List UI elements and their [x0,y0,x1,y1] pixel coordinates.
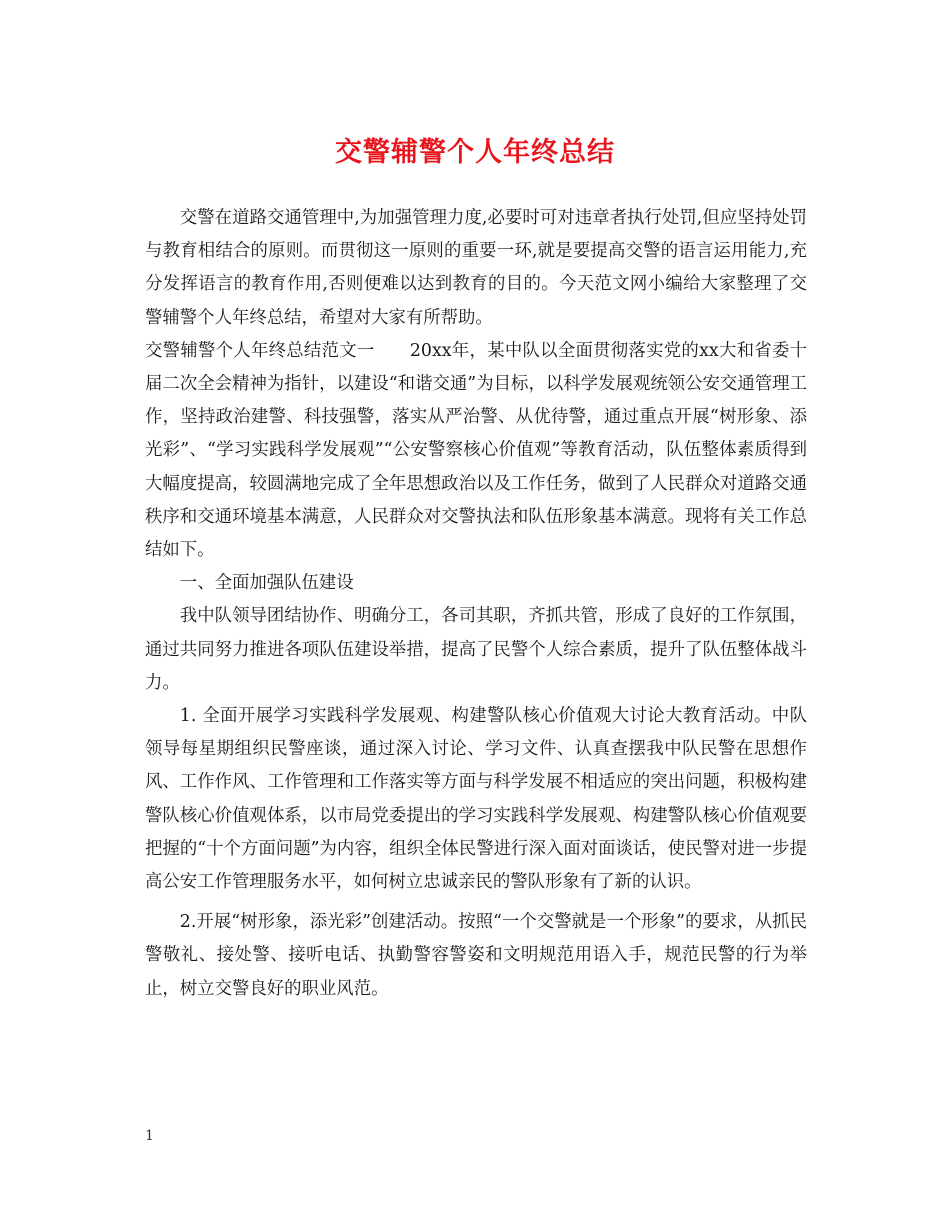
summary-paragraph: 交警辅警个人年终总结范文一 20xx年，某中队以全面贯彻落实党的xx大和省委十届二次全会精神为指针，以建设“和谐交通”为目标，以科学发展观统领公安交通管理工作，坚持政治建警、科技强警，落实从严治警、从优待警，通过重点开展“树形象、添光彩”、“学习实践科学发展观”“公安警察核心价值观”等教育活动，队伍整体素质得到大幅度提高，较圆满地完成了全年思想政治以及工作任务，做到了人民群众对道路交通秩序和交通环境基本满意，人民群众对交警执法和队伍形象基本满意。现将有关工作总结如下。 [145,340,807,561]
document-title: 交警辅警个人年终总结 [335,137,615,168]
page-number: 1 [145,1128,154,1144]
item-2-paragraph: 2.开展“树形象，添光彩”创建活动。按照“一个交警就是一个形象”的要求，从抓民警敬礼、接处警、接听电话、执勤警容警姿和文明规范用语入手，规范民警的行为举止，树立交警良好的职业风范。 [145,912,807,999]
document-body [145,202,807,1006]
section-heading: 一、全面加强队伍建设 [179,573,354,594]
team-paragraph: 我中队领导团结协作、明确分工，各司其职，齐抓共管，形成了良好的工作氛围，通过共同努力推进各项队伍建设举措，提高了民警个人综合素质，提升了队伍整体战斗力。 [145,606,807,693]
intro-paragraph: 交警在道路交通管理中,为加强管理力度,必要时可对违章者执行处罚,但应坚持处罚与教育相结合的原则。而贯彻这一原则的重要一环,就是要提高交警的语言运用能力,充分发挥语言的教育作用,否则便难以达到教育的目的。今天范文网小编给大家整理了交警辅警个人年终总结，希望对大家有所帮助。 [145,208,807,328]
item-1-paragraph: 1. 全面开展学习实践科学发展观、构建警队核心价值观大讨论大教育活动。中队领导每星期组织民警座谈，通过深入讨论、学习文件、认真查摆我中队民警在思想作风、工作作风、工作管理和工作落实等方面与科学发展不相适应的突出问题，积极构建警队核心价值观体系，以市局党委提出的学习实践科学发展观、构建警队核心价值观要把握的“十个方面问题”为内容，组织全体民警进行深入面对面谈话，使民警对进一步提高公安工作管理服务水平，如何树立忠诚亲民的警队形象有了新的认识。 [145,706,807,893]
